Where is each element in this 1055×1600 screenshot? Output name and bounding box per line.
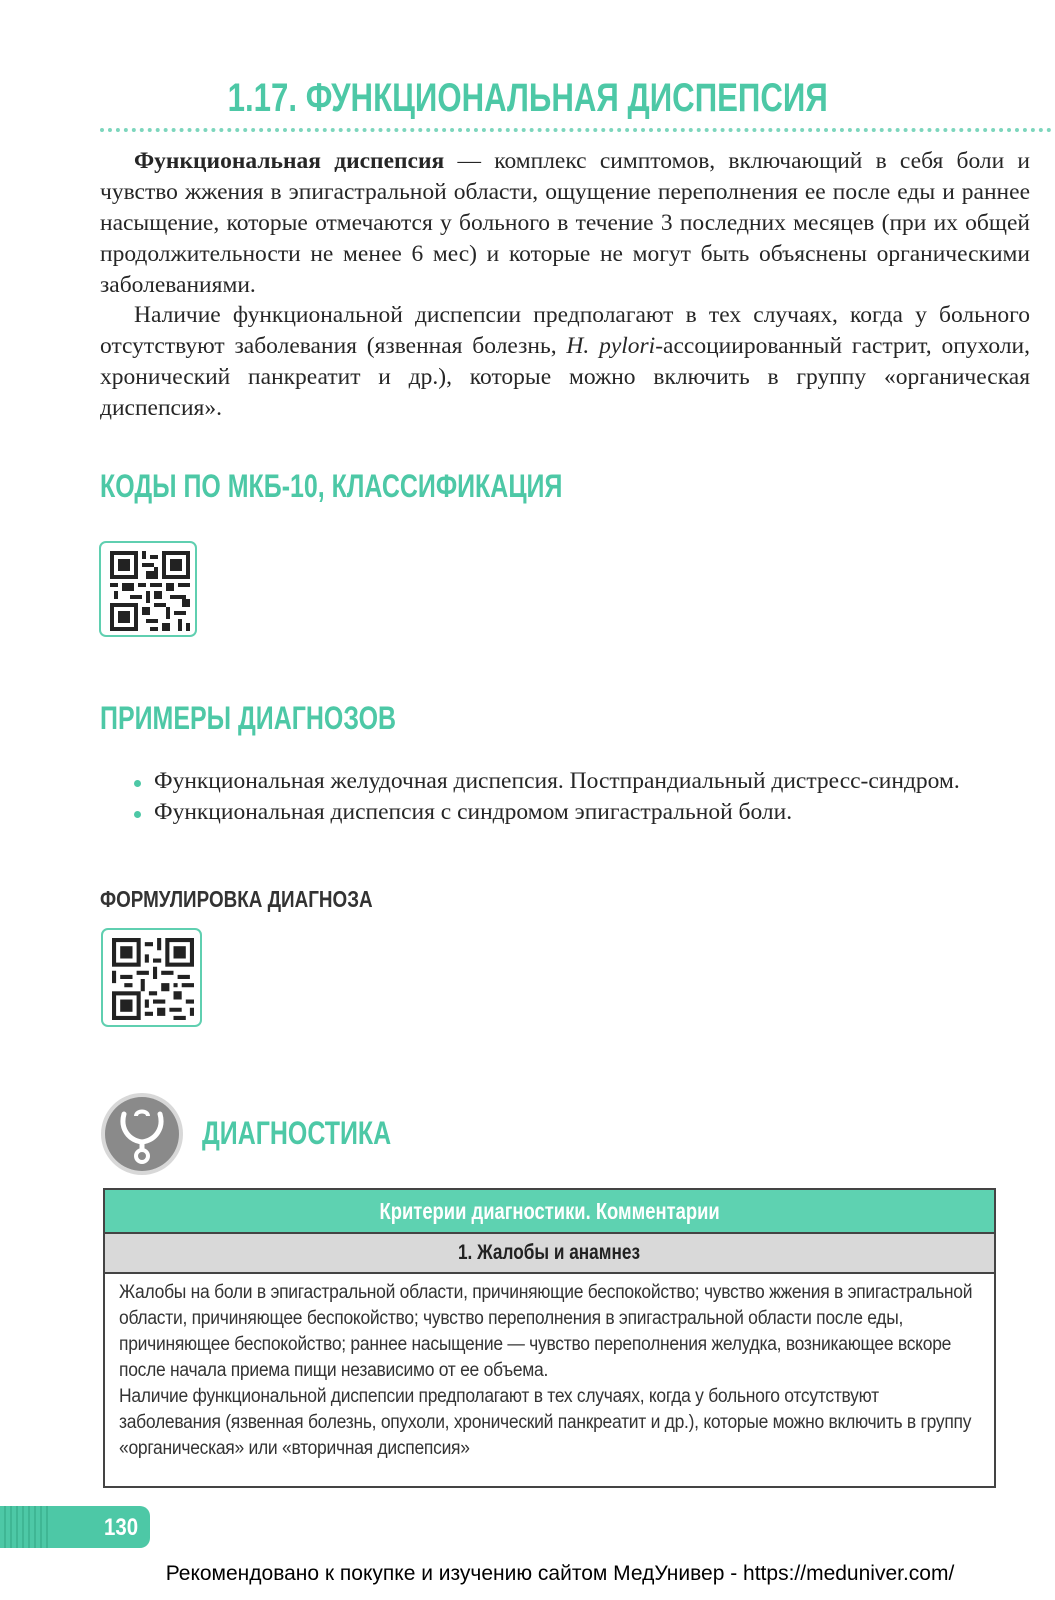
intro-paragraph-2	[100, 300, 1030, 424]
codes-heading: КОДЫ ПО МКБ-10, КЛАССИФИКАЦИЯ	[100, 468, 563, 504]
diagnostic-criteria-table	[103, 1188, 996, 1488]
stethoscope-icon	[100, 1092, 184, 1176]
qr-code-codes[interactable]	[99, 541, 197, 637]
formulation-heading: ФОРМУЛИРОВКА ДИАГНОЗА	[100, 886, 373, 912]
footer-note: Рекомендовано к покупке и изучению сайтом МедУнивер - https://meduniver.com/	[165, 1562, 955, 1585]
intro-definition: — комплекс симптомов, включающий в себя боли и чувство жжения в эпигастральной области, ощущение переполнения ее после еды и раннее насыщение, которые отмечаются у больного в течение 3 последних месяцев (при их общей продолжительности не менее 6 мес) и которые не могут быть объяснены органическими заболеваниями.	[100, 148, 1030, 298]
table-paragraph: Наличие функциональной диспепсии предполагают в тех случаях, когда у больного отсутствуют заболевания (язвенная болезнь, опухоли, хронический панкреатит и др.), которые можно включить в группу «органическая» или «вторичная диспепсия»	[119, 1386, 972, 1459]
title-divider	[100, 128, 1052, 132]
diagnosis-examples-list	[130, 766, 1030, 828]
qr-code-formulation[interactable]	[101, 928, 202, 1027]
intro-paragraph-1	[100, 146, 1030, 301]
table-subheader: 1. Жалобы и анамнез	[105, 1234, 994, 1274]
qr-code-icon	[112, 938, 194, 1020]
diagnostics-heading: ДИАГНОСТИКА	[202, 1115, 392, 1151]
bullet-icon	[134, 780, 141, 787]
page-number: 130	[104, 1514, 139, 1541]
page-title: 1.17. ФУНКЦИОНАЛЬНАЯ ДИСПЕПСИЯ	[227, 76, 828, 120]
table-body	[105, 1274, 994, 1462]
table-header: Критерии диагностики. Комментарии	[105, 1190, 994, 1234]
intro-p2-after: -ассоциированный гастрит, опухоли, хронический панкреатит и др.), которые можно включить в группу «органическая диспепсия».	[100, 333, 1031, 421]
list-item	[130, 766, 1030, 797]
list-item-text: Функциональная желудочная диспепсия. Постпрандиальный дистресс-синдром.	[154, 768, 960, 794]
list-item-text: Функциональная диспепсия с синдромом эпигастральной боли.	[154, 799, 793, 825]
table-paragraph: Жалобы на боли в эпигастральной области, причиняющие беспокойство; чувство жжения в эпигастральной области, причиняющее беспокойство; чувство переполнения в эпигастральной области после еды, причиняющее беспокойство; раннее насыщение — чувство переполнения желудка, возникающее вскоре после начала приема пищи независимо от ее объема.	[119, 1282, 973, 1381]
intro-term: Функциональная диспепсия	[134, 148, 445, 174]
intro-p2-before: Наличие функциональной диспепсии предполагают в тех случаях, когда у больного отсутствуют заболевания (язвенная болезнь,	[100, 302, 1030, 359]
intro-p2-italic: H. pylori	[566, 333, 656, 359]
examples-heading: ПРИМЕРЫ ДИАГНОЗОВ	[100, 700, 397, 736]
list-item	[130, 797, 1030, 828]
bullet-icon	[134, 811, 141, 818]
qr-code-icon	[110, 551, 190, 631]
